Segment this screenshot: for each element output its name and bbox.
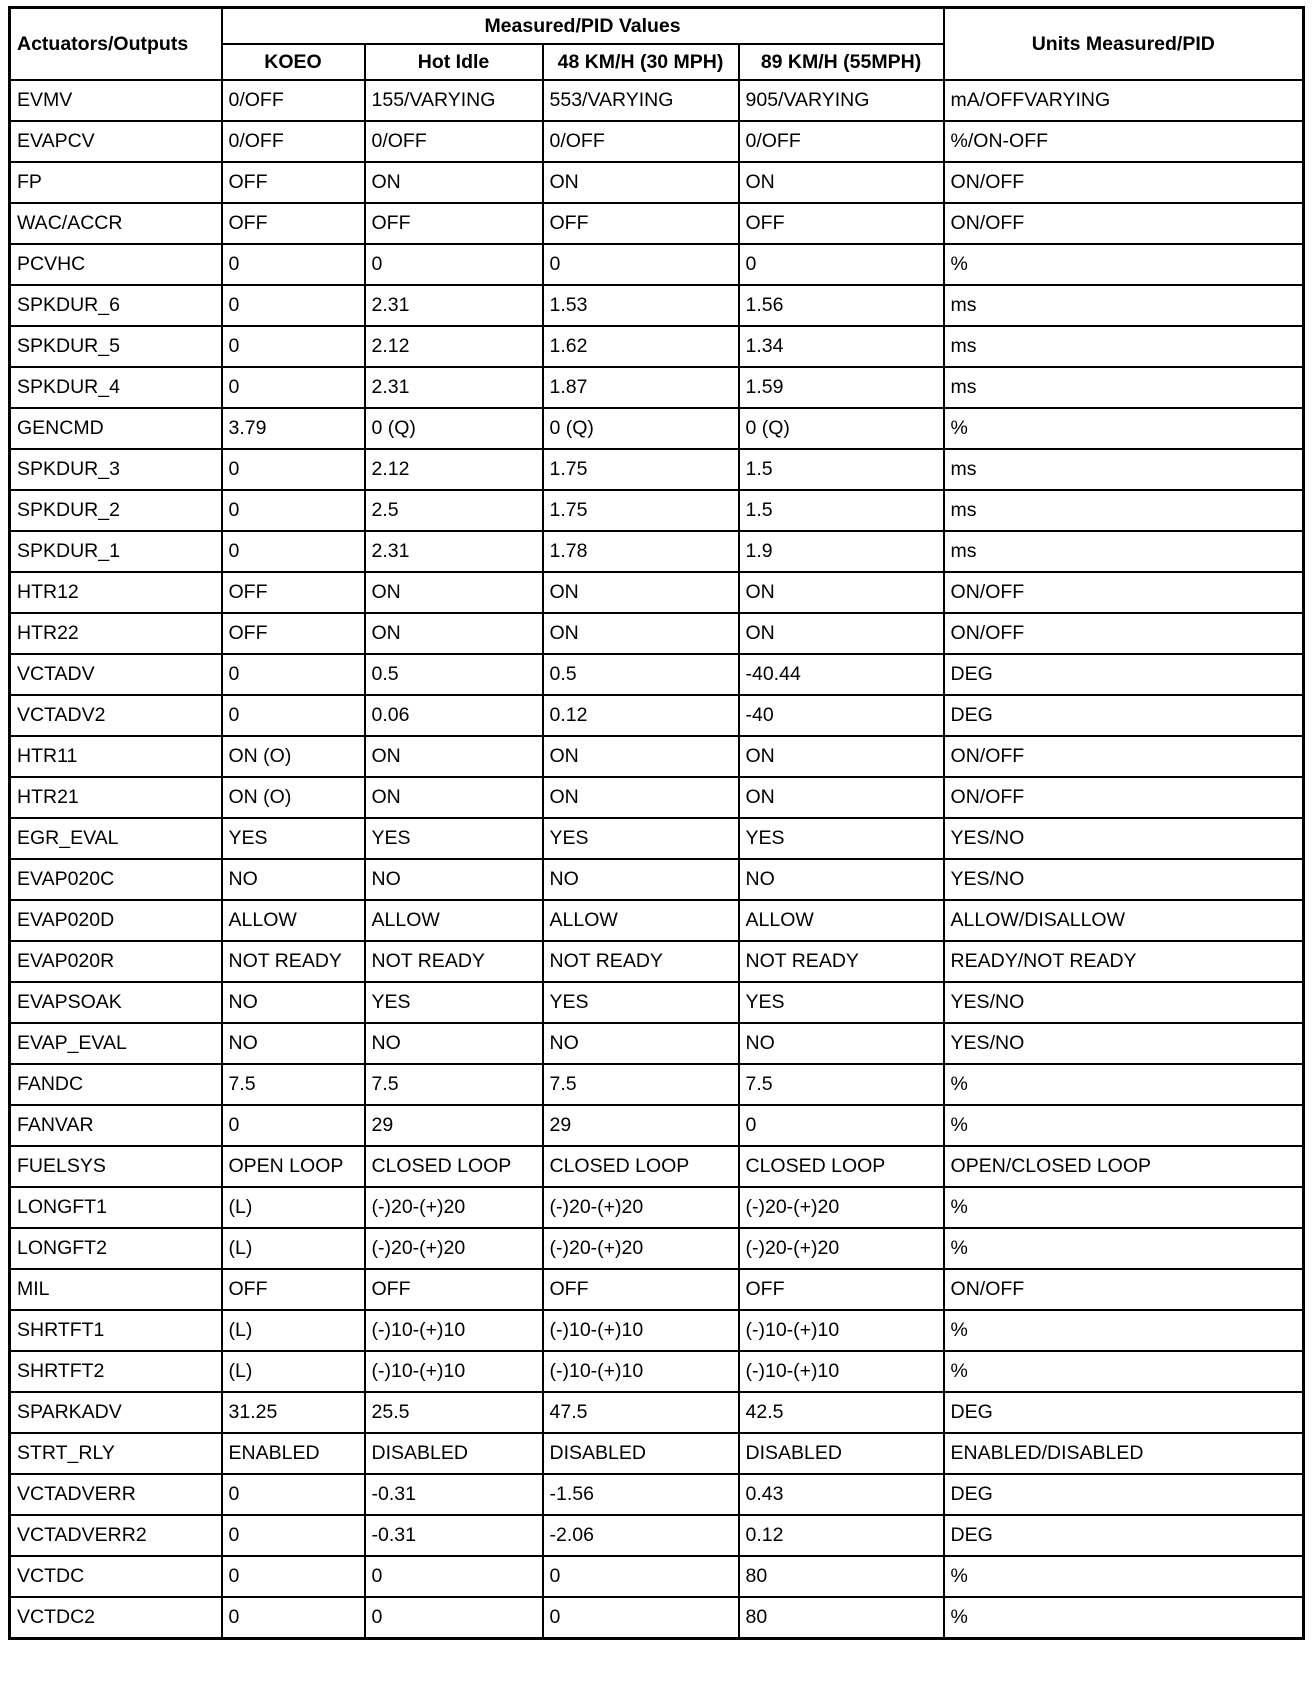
cell-value: ON <box>543 736 739 777</box>
cell-value: YES <box>739 818 944 859</box>
cell-value: NO <box>739 1023 944 1064</box>
cell-value: 0 <box>222 326 365 367</box>
cell-value: 2.5 <box>365 490 543 531</box>
cell-value: NOT READY <box>543 941 739 982</box>
cell-value: ON <box>365 162 543 203</box>
cell-units: ON/OFF <box>944 572 1304 613</box>
cell-value: 0 <box>222 654 365 695</box>
cell-value: 0 <box>365 1597 543 1639</box>
cell-units: YES/NO <box>944 982 1304 1023</box>
cell-value: 1.75 <box>543 490 739 531</box>
cell-value: ON (O) <box>222 777 365 818</box>
row-label: PCVHC <box>10 244 222 285</box>
cell-value: 47.5 <box>543 1392 739 1433</box>
cell-units: % <box>944 1187 1304 1228</box>
row-label: SPKDUR_3 <box>10 449 222 490</box>
cell-units: ENABLED/DISABLED <box>944 1433 1304 1474</box>
cell-value: 905/VARYING <box>739 80 944 121</box>
cell-value: 0 <box>222 1105 365 1146</box>
cell-value: (-)10-(+)10 <box>739 1310 944 1351</box>
row-label: EGR_EVAL <box>10 818 222 859</box>
table-row <box>10 572 1304 613</box>
cell-value: YES <box>739 982 944 1023</box>
cell-value: ON <box>543 572 739 613</box>
cell-value: ON <box>543 162 739 203</box>
cell-units: DEG <box>944 1515 1304 1556</box>
cell-value: 0.5 <box>543 654 739 695</box>
cell-value: YES <box>543 818 739 859</box>
cell-units: % <box>944 1351 1304 1392</box>
row-label: HTR11 <box>10 736 222 777</box>
row-label: SPKDUR_1 <box>10 531 222 572</box>
table-row <box>10 80 1304 121</box>
cell-value: 1.87 <box>543 367 739 408</box>
column-header-units: Units Measured/PID <box>944 8 1304 81</box>
row-label: EVAPCV <box>10 121 222 162</box>
cell-value: (L) <box>222 1187 365 1228</box>
row-label: FANVAR <box>10 1105 222 1146</box>
cell-units: ms <box>944 326 1304 367</box>
cell-value: 0 (Q) <box>365 408 543 449</box>
cell-value: ALLOW <box>543 900 739 941</box>
table-row <box>10 613 1304 654</box>
table-row <box>10 1105 1304 1146</box>
cell-value: 2.31 <box>365 531 543 572</box>
cell-value: DISABLED <box>739 1433 944 1474</box>
cell-value: 0 <box>222 285 365 326</box>
cell-value: 0 (Q) <box>739 408 944 449</box>
cell-value: (-)10-(+)10 <box>365 1310 543 1351</box>
cell-value: 42.5 <box>739 1392 944 1433</box>
row-label: LONGFT2 <box>10 1228 222 1269</box>
cell-value: 0.5 <box>365 654 543 695</box>
row-label: HTR21 <box>10 777 222 818</box>
cell-value: 0 <box>543 244 739 285</box>
cell-value: NO <box>365 1023 543 1064</box>
row-label: HTR22 <box>10 613 222 654</box>
cell-units: % <box>944 244 1304 285</box>
column-header-89kmh: 89 KM/H (55MPH) <box>739 44 944 80</box>
cell-units: ms <box>944 285 1304 326</box>
cell-value: (-)10-(+)10 <box>365 1351 543 1392</box>
cell-value: CLOSED LOOP <box>739 1146 944 1187</box>
cell-value: ALLOW <box>222 900 365 941</box>
cell-value: ON <box>543 613 739 654</box>
cell-value: 0 <box>222 531 365 572</box>
row-label: EVMV <box>10 80 222 121</box>
cell-value: 3.79 <box>222 408 365 449</box>
cell-value: YES <box>365 818 543 859</box>
column-header-48kmh: 48 KM/H (30 MPH) <box>543 44 739 80</box>
cell-value: 7.5 <box>543 1064 739 1105</box>
cell-units: ON/OFF <box>944 203 1304 244</box>
cell-value: OFF <box>739 203 944 244</box>
cell-units: ms <box>944 490 1304 531</box>
table-row <box>10 490 1304 531</box>
cell-value: (-)20-(+)20 <box>365 1187 543 1228</box>
table-row <box>10 900 1304 941</box>
table-row <box>10 1146 1304 1187</box>
cell-value: OPEN LOOP <box>222 1146 365 1187</box>
cell-value: 0 <box>222 244 365 285</box>
cell-value: 1.5 <box>739 490 944 531</box>
cell-value: (-)10-(+)10 <box>543 1351 739 1392</box>
row-label: EVAPSOAK <box>10 982 222 1023</box>
row-label: VCTADV <box>10 654 222 695</box>
cell-units: ms <box>944 367 1304 408</box>
cell-value: 2.12 <box>365 449 543 490</box>
cell-value: (L) <box>222 1310 365 1351</box>
cell-value: 0 <box>365 1556 543 1597</box>
cell-value: 1.9 <box>739 531 944 572</box>
row-label: GENCMD <box>10 408 222 449</box>
cell-value: NO <box>543 1023 739 1064</box>
cell-value: YES <box>543 982 739 1023</box>
cell-value: NOT READY <box>222 941 365 982</box>
cell-units: % <box>944 1105 1304 1146</box>
cell-value: NOT READY <box>739 941 944 982</box>
cell-value: YES <box>365 982 543 1023</box>
row-label: STRT_RLY <box>10 1433 222 1474</box>
cell-value: 1.78 <box>543 531 739 572</box>
cell-value: 0 <box>222 1556 365 1597</box>
cell-value: 0 <box>222 1474 365 1515</box>
cell-value: 0/OFF <box>739 121 944 162</box>
cell-value: 0 <box>739 1105 944 1146</box>
row-label: VCTADV2 <box>10 695 222 736</box>
cell-value: 0.12 <box>739 1515 944 1556</box>
table-row <box>10 326 1304 367</box>
cell-value: NOT READY <box>365 941 543 982</box>
row-label: WAC/ACCR <box>10 203 222 244</box>
cell-units: % <box>944 1064 1304 1105</box>
table-row <box>10 654 1304 695</box>
cell-value: (-)20-(+)20 <box>365 1228 543 1269</box>
table-row <box>10 1064 1304 1105</box>
cell-value: OFF <box>365 1269 543 1310</box>
cell-value: 0 <box>365 244 543 285</box>
cell-value: 0 <box>222 367 365 408</box>
cell-value: 1.5 <box>739 449 944 490</box>
table-row <box>10 1023 1304 1064</box>
table-body <box>10 80 1304 1639</box>
table-row <box>10 941 1304 982</box>
cell-value: NO <box>739 859 944 900</box>
cell-value: 80 <box>739 1556 944 1597</box>
table-row <box>10 1556 1304 1597</box>
cell-value: 7.5 <box>739 1064 944 1105</box>
cell-units: ms <box>944 531 1304 572</box>
cell-units: YES/NO <box>944 1023 1304 1064</box>
column-group-header-measured: Measured/PID Values <box>222 8 944 45</box>
cell-value: DISABLED <box>543 1433 739 1474</box>
cell-value: (-)10-(+)10 <box>543 1310 739 1351</box>
header-row-top <box>10 8 1304 45</box>
table-row <box>10 1187 1304 1228</box>
cell-units: YES/NO <box>944 859 1304 900</box>
table-row <box>10 1310 1304 1351</box>
table-row <box>10 1228 1304 1269</box>
cell-value: ON <box>739 777 944 818</box>
column-header-koeo: KOEO <box>222 44 365 80</box>
cell-value: 1.56 <box>739 285 944 326</box>
cell-value: -0.31 <box>365 1474 543 1515</box>
cell-units: ON/OFF <box>944 777 1304 818</box>
cell-value: ALLOW <box>739 900 944 941</box>
cell-value: (L) <box>222 1228 365 1269</box>
cell-value: ON <box>365 572 543 613</box>
row-label: SPKDUR_2 <box>10 490 222 531</box>
cell-value: 1.62 <box>543 326 739 367</box>
cell-value: ON (O) <box>222 736 365 777</box>
table-row <box>10 736 1304 777</box>
cell-value: 0.12 <box>543 695 739 736</box>
cell-value: OFF <box>222 162 365 203</box>
cell-value: -40 <box>739 695 944 736</box>
cell-value: 29 <box>365 1105 543 1146</box>
row-label: VCTADVERR <box>10 1474 222 1515</box>
row-label: SPKDUR_6 <box>10 285 222 326</box>
cell-value: -40.44 <box>739 654 944 695</box>
cell-value: NO <box>365 859 543 900</box>
cell-value: 0 <box>222 449 365 490</box>
cell-value: OFF <box>365 203 543 244</box>
cell-units: % <box>944 1556 1304 1597</box>
row-label: EVAP020D <box>10 900 222 941</box>
cell-value: ON <box>739 572 944 613</box>
cell-value: ON <box>543 777 739 818</box>
cell-value: 80 <box>739 1597 944 1639</box>
cell-value: ENABLED <box>222 1433 365 1474</box>
cell-value: ON <box>739 613 944 654</box>
cell-value: -2.06 <box>543 1515 739 1556</box>
cell-value: 0 <box>543 1597 739 1639</box>
cell-units: mA/OFFVARYING <box>944 80 1304 121</box>
cell-value: 2.12 <box>365 326 543 367</box>
row-label: MIL <box>10 1269 222 1310</box>
table-row <box>10 1515 1304 1556</box>
cell-value: 0/OFF <box>222 80 365 121</box>
row-label: FANDC <box>10 1064 222 1105</box>
cell-value: OFF <box>222 572 365 613</box>
cell-value: 1.75 <box>543 449 739 490</box>
row-label: SPKDUR_4 <box>10 367 222 408</box>
row-label: FUELSYS <box>10 1146 222 1187</box>
table-row <box>10 1351 1304 1392</box>
table-row <box>10 203 1304 244</box>
table-row <box>10 1433 1304 1474</box>
column-header-hot-idle: Hot Idle <box>365 44 543 80</box>
cell-value: 0 <box>222 695 365 736</box>
cell-value: (-)10-(+)10 <box>739 1351 944 1392</box>
cell-value: 7.5 <box>365 1064 543 1105</box>
table-header <box>10 8 1304 81</box>
cell-value: 0 <box>222 490 365 531</box>
table-row <box>10 367 1304 408</box>
cell-value: CLOSED LOOP <box>543 1146 739 1187</box>
cell-value: 7.5 <box>222 1064 365 1105</box>
cell-units: READY/NOT READY <box>944 941 1304 982</box>
cell-units: DEG <box>944 1474 1304 1515</box>
table-row <box>10 695 1304 736</box>
table-row <box>10 531 1304 572</box>
table-row <box>10 1597 1304 1639</box>
table-row <box>10 818 1304 859</box>
cell-value: (-)20-(+)20 <box>739 1228 944 1269</box>
cell-value: OFF <box>543 203 739 244</box>
row-label: SPKDUR_5 <box>10 326 222 367</box>
cell-units: OPEN/CLOSED LOOP <box>944 1146 1304 1187</box>
cell-value: 1.34 <box>739 326 944 367</box>
cell-value: NO <box>543 859 739 900</box>
cell-value: ALLOW <box>365 900 543 941</box>
table-row <box>10 982 1304 1023</box>
column-header-actuators: Actuators/Outputs <box>10 8 222 81</box>
row-label: VCTADVERR2 <box>10 1515 222 1556</box>
cell-units: ON/OFF <box>944 162 1304 203</box>
cell-value: 1.53 <box>543 285 739 326</box>
cell-value: 2.31 <box>365 367 543 408</box>
row-label: EVAP_EVAL <box>10 1023 222 1064</box>
row-label: EVAP020R <box>10 941 222 982</box>
cell-units: DEG <box>944 654 1304 695</box>
cell-units: % <box>944 1310 1304 1351</box>
cell-value: 0 <box>222 1515 365 1556</box>
table-row <box>10 449 1304 490</box>
cell-value: (-)20-(+)20 <box>739 1187 944 1228</box>
cell-units: %/ON-OFF <box>944 121 1304 162</box>
cell-units: ALLOW/DISALLOW <box>944 900 1304 941</box>
cell-value: 25.5 <box>365 1392 543 1433</box>
cell-value: -0.31 <box>365 1515 543 1556</box>
cell-units: ON/OFF <box>944 1269 1304 1310</box>
table-row <box>10 1474 1304 1515</box>
row-label: FP <box>10 162 222 203</box>
cell-units: % <box>944 408 1304 449</box>
cell-value: ON <box>739 162 944 203</box>
cell-value: OFF <box>543 1269 739 1310</box>
table-row <box>10 859 1304 900</box>
row-label: VCTDC2 <box>10 1597 222 1639</box>
table-row <box>10 244 1304 285</box>
cell-value: (L) <box>222 1351 365 1392</box>
cell-value: NO <box>222 859 365 900</box>
row-label: SHRTFT1 <box>10 1310 222 1351</box>
table-row <box>10 121 1304 162</box>
cell-units: ms <box>944 449 1304 490</box>
cell-units: ON/OFF <box>944 613 1304 654</box>
cell-value: ON <box>739 736 944 777</box>
cell-value: NO <box>222 1023 365 1064</box>
cell-value: (-)20-(+)20 <box>543 1228 739 1269</box>
cell-units: DEG <box>944 695 1304 736</box>
cell-units: % <box>944 1597 1304 1639</box>
cell-value: OFF <box>739 1269 944 1310</box>
cell-value: OFF <box>222 1269 365 1310</box>
table-row <box>10 408 1304 449</box>
cell-value: 2.31 <box>365 285 543 326</box>
cell-value: 0/OFF <box>543 121 739 162</box>
cell-value: 0 <box>222 1597 365 1639</box>
cell-units: YES/NO <box>944 818 1304 859</box>
cell-value: 0/OFF <box>365 121 543 162</box>
row-label: EVAP020C <box>10 859 222 900</box>
row-label: SHRTFT2 <box>10 1351 222 1392</box>
cell-value: (-)20-(+)20 <box>543 1187 739 1228</box>
cell-value: -1.56 <box>543 1474 739 1515</box>
table-row <box>10 1392 1304 1433</box>
table-row <box>10 777 1304 818</box>
cell-value: CLOSED LOOP <box>365 1146 543 1187</box>
cell-value: NO <box>222 982 365 1023</box>
table-row <box>10 285 1304 326</box>
cell-value: 0 (Q) <box>543 408 739 449</box>
cell-value: YES <box>222 818 365 859</box>
cell-units: ON/OFF <box>944 736 1304 777</box>
cell-value: 0 <box>543 1556 739 1597</box>
row-label: LONGFT1 <box>10 1187 222 1228</box>
cell-value: DISABLED <box>365 1433 543 1474</box>
cell-value: ON <box>365 613 543 654</box>
cell-value: ON <box>365 736 543 777</box>
cell-units: DEG <box>944 1392 1304 1433</box>
table-row <box>10 1269 1304 1310</box>
cell-units: % <box>944 1228 1304 1269</box>
cell-value: OFF <box>222 203 365 244</box>
pid-values-table <box>8 6 1305 1640</box>
cell-value: 0 <box>739 244 944 285</box>
row-label: VCTDC <box>10 1556 222 1597</box>
cell-value: 0.06 <box>365 695 543 736</box>
cell-value: 1.59 <box>739 367 944 408</box>
cell-value: ON <box>365 777 543 818</box>
cell-value: 31.25 <box>222 1392 365 1433</box>
cell-value: 29 <box>543 1105 739 1146</box>
row-label: HTR12 <box>10 572 222 613</box>
cell-value: 0/OFF <box>222 121 365 162</box>
row-label: SPARKADV <box>10 1392 222 1433</box>
cell-value: 553/VARYING <box>543 80 739 121</box>
cell-value: OFF <box>222 613 365 654</box>
cell-value: 0.43 <box>739 1474 944 1515</box>
cell-value: 155/VARYING <box>365 80 543 121</box>
table-row <box>10 162 1304 203</box>
